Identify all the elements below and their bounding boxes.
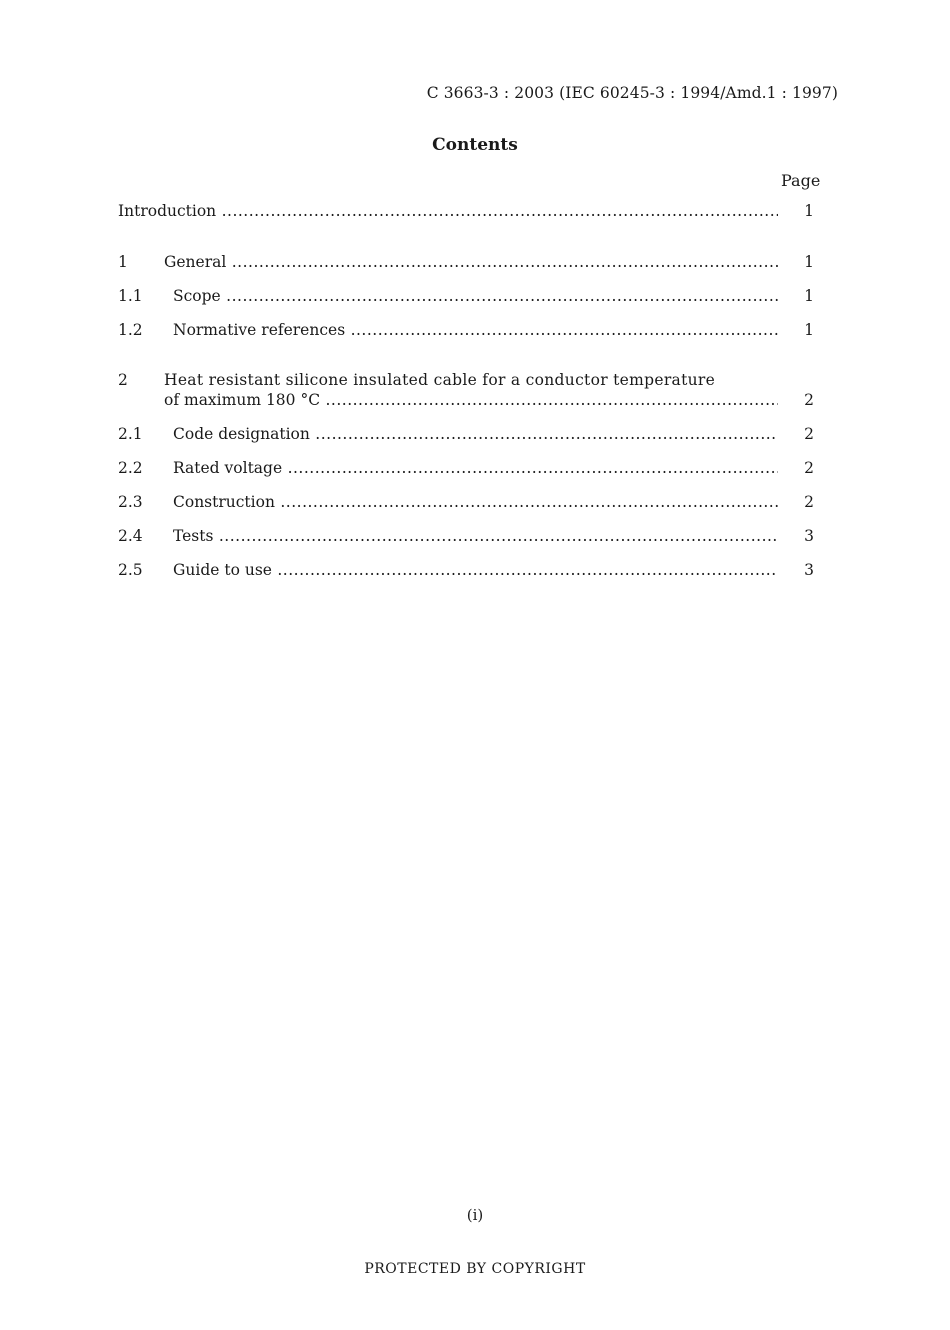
toc-entry-page: 3 [804,561,814,579]
page-column-label: Page [781,171,821,190]
toc-entry-title: Tests ..... [173,525,778,547]
toc-entry-number: 2 [118,371,128,389]
toc-entry-number: 1.1 [118,287,143,305]
toc-entry-2-title-line1[interactable]: Heat resistant silicone insulated cable for a conductor temperature [164,371,716,389]
copyright-notice: PROTECTED BY COPYRIGHT [364,1261,586,1277]
toc-entry-2[interactable] [118,389,814,411]
toc-entry-title: of maximum 180 °C ..... [164,389,778,411]
toc-entry-2-2[interactable] [118,457,814,479]
contents-title: Contents [432,135,518,155]
toc-entry-page: 3 [804,527,814,545]
toc-entry-title: General ..... [164,251,778,273]
toc-entry-title: Scope ..... [173,285,778,307]
toc-entry-introduction[interactable] [118,200,814,222]
toc-entry-page: 2 [804,493,814,511]
toc-entry-title: Introduction ..... [118,200,778,222]
toc-entry-page: 1 [804,202,814,220]
toc-entry-page: 2 [804,425,814,443]
toc-entry-title: Construction ..... [173,491,778,513]
toc-entry-2-1[interactable] [118,423,814,445]
toc-entry-1-2[interactable] [118,319,814,341]
toc-entry-number: 2.3 [118,493,143,511]
toc-entry-page: 1 [804,321,814,339]
toc-entry-number: 2.1 [118,425,143,443]
toc-entry-1[interactable] [118,251,814,273]
toc-entry-title: Normative references ..... [173,319,778,341]
toc-entry-number: 2.2 [118,459,143,477]
toc-entry-2-5[interactable] [118,559,814,581]
toc-entry-title: Guide to use ..... [173,559,778,581]
standard-reference: C 3663-3 : 2003 (IEC 60245-3 : 1994/Amd.1 : 1997) [426,84,838,102]
toc-entry-page: 1 [804,287,814,305]
toc-entry-number: 2.4 [118,527,143,545]
toc-entry-title: Code designation ..... [173,423,778,445]
page-number: (i) [466,1206,484,1224]
toc-entry-number: 1 [118,253,128,271]
toc-entry-number: 2.5 [118,561,143,579]
toc-entry-1-1[interactable] [118,285,814,307]
toc-entry-page: 1 [804,253,814,271]
toc-entry-2-3[interactable] [118,491,814,513]
toc-entry-page: 2 [804,391,814,409]
toc-entry-page: 2 [804,459,814,477]
toc-entry-2-4[interactable] [118,525,814,547]
toc-entry-number: 1.2 [118,321,143,339]
toc-entry-title: Rated voltage ..... [173,457,778,479]
